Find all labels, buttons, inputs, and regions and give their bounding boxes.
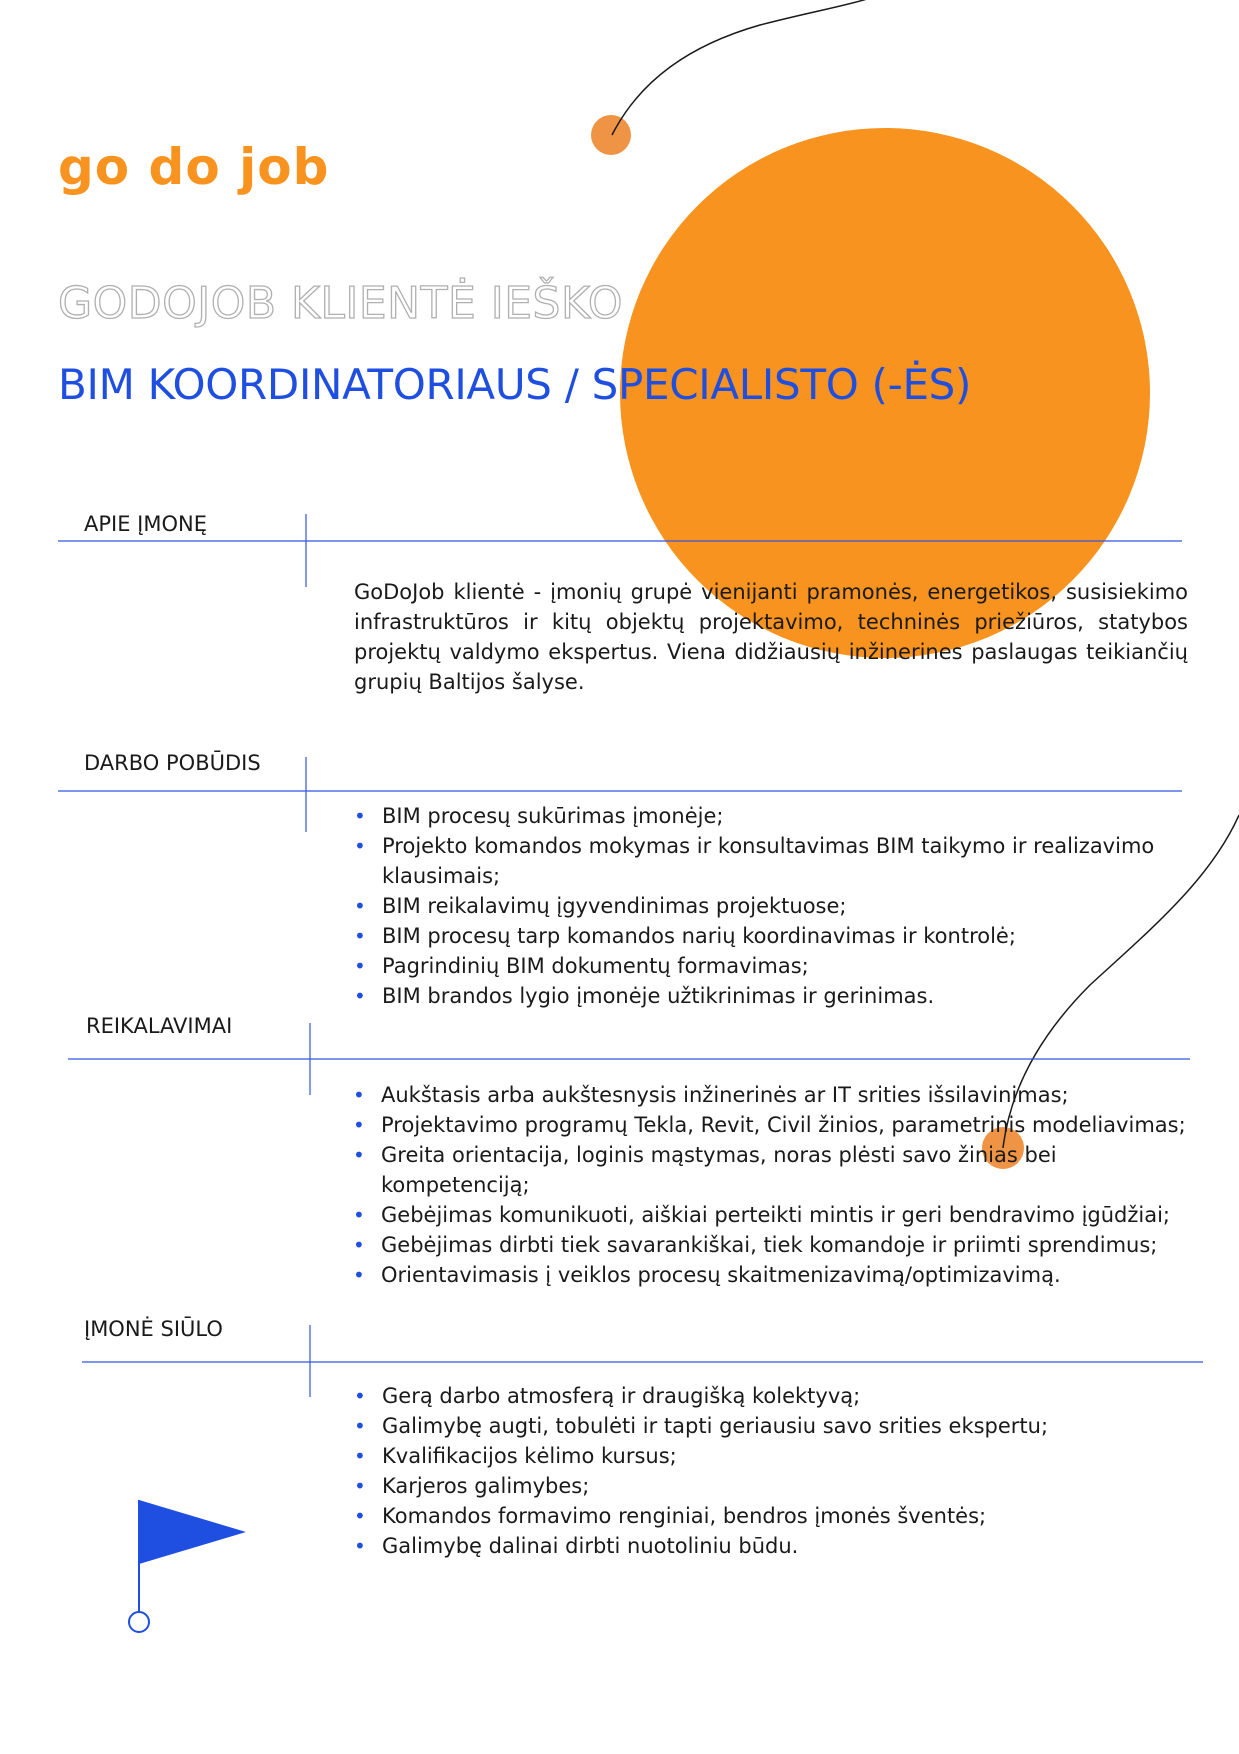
- list-item: • Aukštasis arba aukštesnysis inžinerinės ar IT srities išsilavinimas;: [353, 1080, 1193, 1110]
- list-item: • Projektavimo programų Tekla, Revit, Civil žinios, parametrinis modeliavimas;: [353, 1110, 1193, 1140]
- list-item: • Kvalifikacijos kėlimo kursus;: [354, 1441, 1194, 1471]
- list-item: • Greita orientacija, loginis mąstymas, noras plėsti savo žinias bei kompetenciją;: [353, 1140, 1193, 1200]
- list-item: • Orientavimasis į veiklos procesų skaitmenizavimą/optimizavimą.: [353, 1260, 1193, 1290]
- page-kicker: GODOJOB KLIENTĖ IEŠKO: [58, 278, 624, 329]
- top-curve-line: [612, 0, 870, 135]
- list-item: • BIM procesų tarp komandos narių koordinavimas ir kontrolė;: [354, 921, 1194, 951]
- offers-list: [354, 1381, 1194, 1561]
- flag-icon: [129, 1500, 246, 1632]
- list-item: • Gerą darbo atmosferą ir draugišką kolektyvą;: [354, 1381, 1194, 1411]
- duties-list: [354, 801, 1194, 1011]
- list-item: • Gebėjimas dirbti tiek savarankiškai, tiek komandoje ir priimti sprendimus;: [353, 1230, 1193, 1260]
- list-item: • BIM brandos lygio įmonėje užtikrinimas ir gerinimas.: [354, 981, 1194, 1011]
- brand-logo: go do job: [58, 138, 330, 196]
- about-paragraph: GoDoJob klientė - įmonių grupė vienijanti pramonės, energetikos, susisiekimo infrastruktūros ir kitų objektų projektavimo, techninės priežiūros, statybos projektų valdymo ekspertus. Viena didžiausių inžinerines paslaugas teikiančių grupių Baltijos šalyse.: [354, 580, 1188, 694]
- list-item: • BIM procesų sukūrimas įmonėje;: [354, 801, 1194, 831]
- list-item: • Komandos formavimo renginiai, bendros įmonės šventės;: [354, 1501, 1194, 1531]
- list-item: • BIM reikalavimų įgyvendinimas projektuose;: [354, 891, 1194, 921]
- section-title-duties: DARBO POBŪDIS: [84, 751, 261, 775]
- list-item: • Pagrindinių BIM dokumentų formavimas;: [354, 951, 1194, 981]
- list-item: • Projekto komandos mokymas ir konsultavimas BIM taikymo ir realizavimo klausimais;: [354, 831, 1194, 891]
- list-item: • Gebėjimas komunikuoti, aiškiai perteikti mintis ir geri bendravimo įgūdžiai;: [353, 1200, 1193, 1230]
- small-orange-dot-top: [591, 115, 631, 155]
- section-title-requirements: REIKALAVIMAI: [86, 1014, 233, 1038]
- section-title-about: APIE ĮMONĘ: [84, 512, 207, 536]
- section-title-offers: ĮMONĖ SIŪLO: [84, 1317, 223, 1341]
- requirements-list: [353, 1080, 1193, 1290]
- list-item: • Galimybę augti, tobulėti ir tapti geriausiu savo srities ekspertu;: [354, 1411, 1194, 1441]
- list-item: • Karjeros galimybes;: [354, 1471, 1194, 1501]
- job-title: BIM KOORDINATORIAUS / SPECIALISTO (-ĖS): [58, 360, 972, 409]
- list-item: • Galimybę dalinai dirbti nuotoliniu būdu.: [354, 1531, 1194, 1561]
